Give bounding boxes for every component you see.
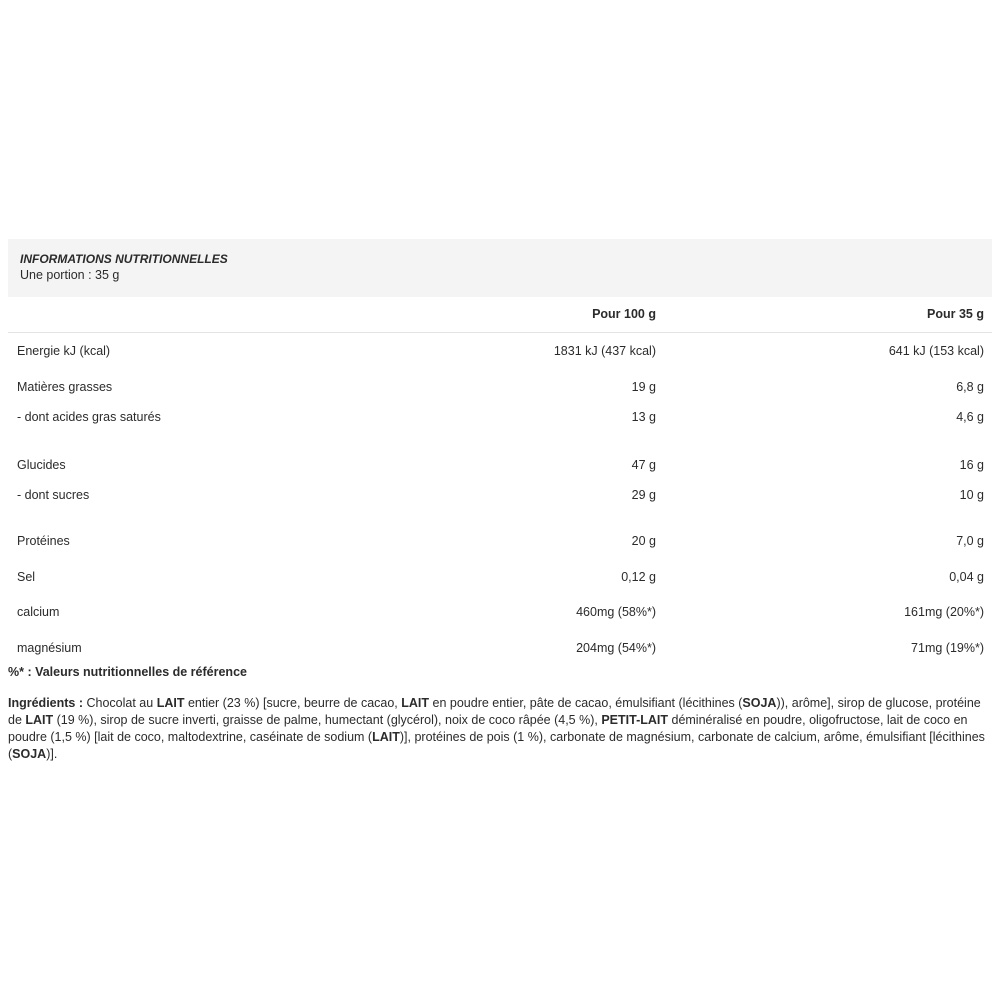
value-per-portion: 10 g: [959, 488, 984, 502]
nutrient-label: Energie kJ (kcal): [17, 344, 111, 358]
ingredients-segment: (19 %), sirop de sucre inverti, graisse de palme, humectant (glycérol), noix de coco râpée (4,5 %),: [53, 713, 602, 727]
value-per-portion: 641 kJ (153 kcal): [888, 344, 984, 358]
ingredients-segment: Chocolat au: [86, 696, 157, 710]
nutrition-title: INFORMATIONS NUTRITIONNELLES: [20, 252, 228, 266]
nutrition-header: [8, 239, 992, 297]
nutrient-label: Matières grasses: [17, 380, 113, 394]
column-header-per-100g: Pour 100 g: [592, 307, 656, 321]
ingredients-segment: déminéralisé en poudre, oligofructose, lait de coco en poudre (1,5 %) [lait de coco, maltodextrine, caséinate de sodium (: [8, 713, 968, 744]
value-per-portion: 7,0 g: [956, 534, 984, 548]
nutrition-row: [8, 380, 992, 400]
nutrient-label: calcium: [17, 605, 60, 619]
value-per-100g: 19 g: [631, 380, 656, 394]
nutrient-label: - dont acides gras saturés: [17, 410, 161, 424]
value-per-portion: 4,6 g: [956, 410, 984, 424]
ingredients-segment: entier (23 %) [sucre, beurre de cacao,: [184, 696, 402, 710]
allergen-highlight: LAIT: [372, 730, 400, 744]
ingredients-segment: )].: [46, 747, 58, 761]
value-per-portion: 71mg (19%*): [911, 641, 984, 655]
allergen-highlight: PETIT-LAIT: [601, 713, 669, 727]
allergen-highlight: LAIT: [25, 713, 54, 727]
nutrient-label: Protéines: [17, 534, 70, 548]
nutrition-row: [8, 458, 992, 478]
allergen-highlight: SOJA: [742, 696, 777, 710]
allergen-highlight: LAIT: [156, 696, 185, 710]
ingredients-text: [8, 695, 992, 763]
value-per-portion: 0,04 g: [949, 570, 984, 584]
value-per-100g: 0,12 g: [621, 570, 656, 584]
value-per-100g: 1831 kJ (437 kcal): [553, 344, 656, 358]
nutrition-row: [8, 410, 992, 430]
nutrient-label: magnésium: [17, 641, 82, 655]
nutrient-label: Sel: [17, 570, 36, 584]
value-per-portion: 161mg (20%*): [904, 605, 984, 619]
nutrient-label: Glucides: [17, 458, 66, 472]
column-headers: [8, 297, 992, 333]
nutrition-row: [8, 570, 992, 590]
nutrition-row: [8, 534, 992, 554]
value-per-100g: 47 g: [631, 458, 656, 472]
ingredients-label: Ingrédients :: [8, 696, 84, 710]
ingredients-segment: en poudre entier, pâte de cacao, émulsifiant (lécithines (: [429, 696, 743, 710]
value-per-portion: 16 g: [959, 458, 984, 472]
nutrient-label: - dont sucres: [17, 488, 90, 502]
ingredients-segment: )), arôme], sirop de glucose, protéine de: [8, 696, 981, 727]
value-per-100g: 20 g: [631, 534, 656, 548]
portion-size: Une portion : 35 g: [20, 268, 120, 282]
value-per-100g: 29 g: [631, 488, 656, 502]
nutrition-row: [8, 344, 992, 364]
allergen-highlight: LAIT: [401, 696, 430, 710]
value-per-portion: 6,8 g: [956, 380, 984, 394]
allergen-highlight: SOJA: [12, 747, 47, 761]
nutrition-panel: [8, 239, 992, 761]
value-per-100g: 460mg (58%*): [576, 605, 656, 619]
reference-footnote: %* : Valeurs nutritionnelles de référence: [8, 665, 247, 679]
value-per-100g: 204mg (54%*): [576, 641, 656, 655]
column-header-per-portion: Pour 35 g: [927, 307, 984, 321]
nutrition-row: [8, 488, 992, 508]
nutrition-row: [8, 641, 992, 661]
value-per-100g: 13 g: [631, 410, 656, 424]
ingredients-segment: )], protéines de pois (1 %), carbonate de magnésium, carbonate de calcium, arôme, émulsifiant [lécithines (: [8, 730, 985, 761]
nutrition-row: [8, 605, 992, 625]
